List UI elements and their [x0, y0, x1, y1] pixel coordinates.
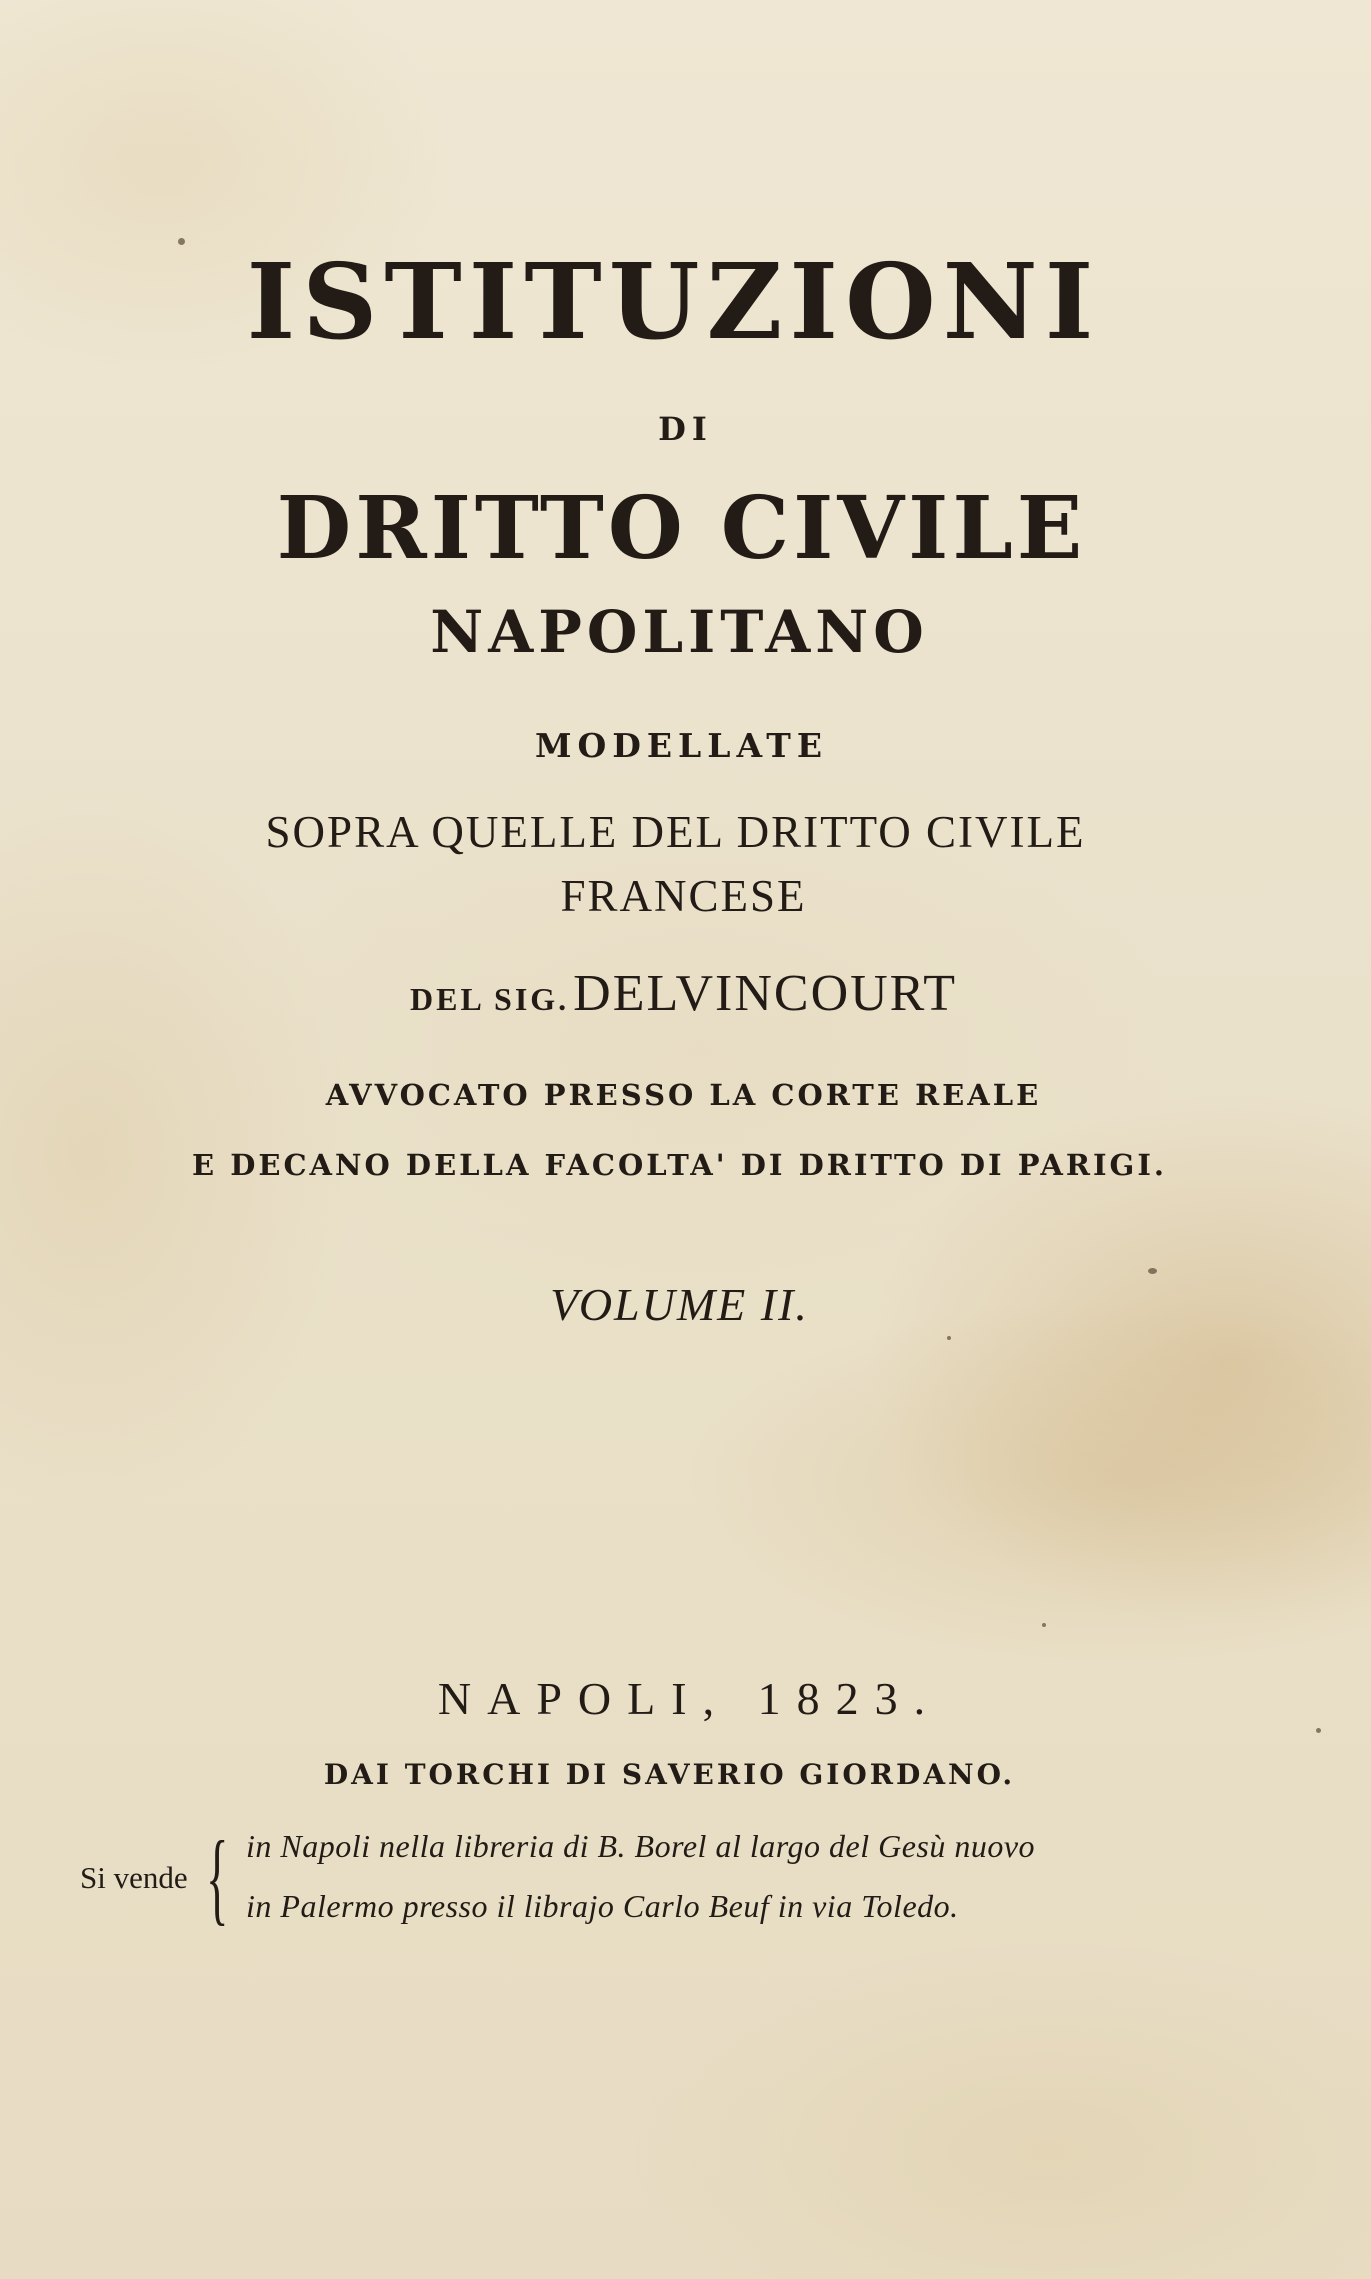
author-prefix: DEL SIG. [409, 981, 570, 1017]
sales-info [80, 1818, 1300, 1938]
paper-speck [947, 1336, 951, 1340]
book-title: ISTITUZIONI [246, 240, 1101, 363]
title-connector: DI [658, 410, 713, 448]
author-line [0, 964, 1369, 1023]
modellate-line: MODELLATE [535, 726, 828, 765]
sopra-line: SOPRA QUELLE DEL DRITTO CIVILE [265, 807, 1086, 857]
book-subject: DRITTO CIVILE [276, 478, 1087, 579]
sold-line-napoli: in Napoli nella libreria di B. Borel al largo del Gesù nuovo [246, 1828, 1036, 1864]
paper-speck [178, 238, 185, 245]
imprint-printer: DAI TORCHI DI SAVERIO GIORDANO. [323, 1758, 1016, 1791]
author-role-2: E DECANO DELLA FACOLTA' DI DRITTO DI PARIGI. [192, 1148, 1167, 1182]
book-region: NAPOLITANO [430, 598, 929, 666]
brace-glyph: { [206, 1820, 229, 1935]
volume-label: VOLUME II. [550, 1279, 809, 1330]
francese-line: FRANCESE [560, 871, 807, 921]
paper-speck [1042, 1623, 1046, 1627]
imprint-place-date: NAPOLI, 1823. [437, 1673, 942, 1724]
paper-speck [1316, 1728, 1321, 1733]
sold-line-palermo: in Palermo presso il librajo Carlo Beuf in via Toledo. [246, 1888, 959, 1924]
sold-label: Si vende [80, 1860, 188, 1895]
author-role-1: AVVOCATO PRESSO LA CORTE REALE [325, 1078, 1042, 1112]
paper-speck [1148, 1268, 1157, 1274]
author-name: DELVINCOURT [573, 965, 957, 1022]
